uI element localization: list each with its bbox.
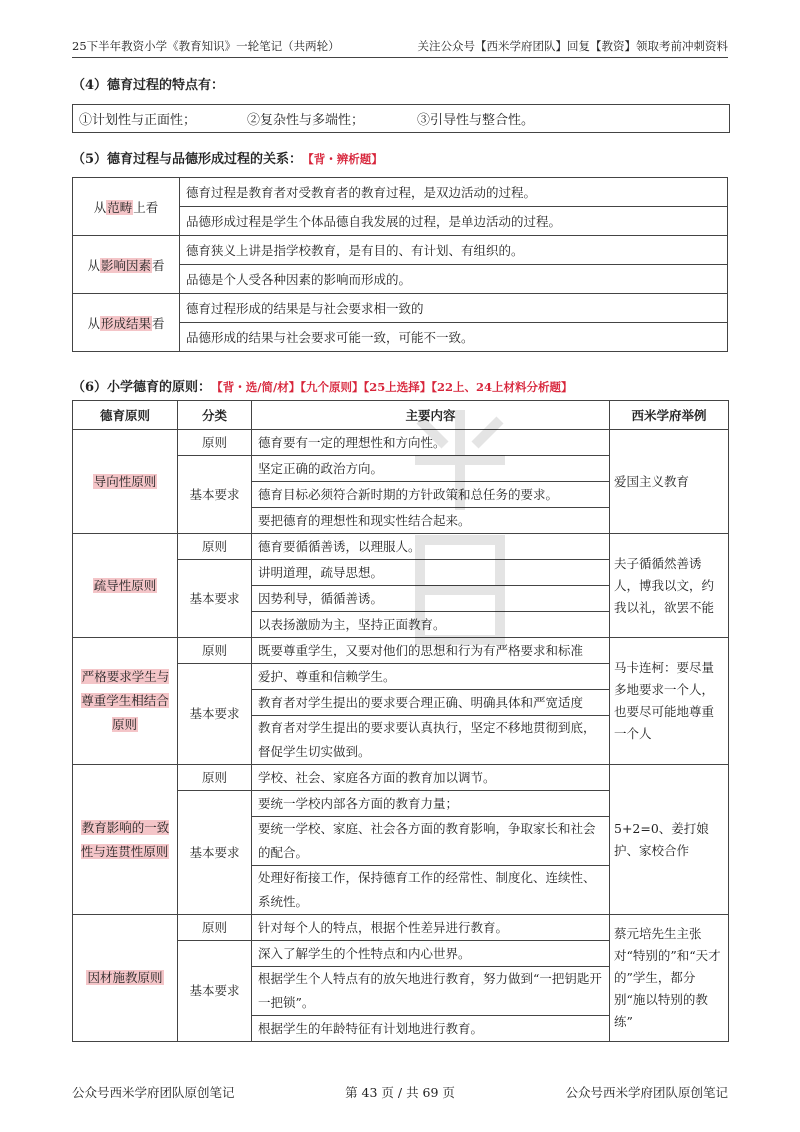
example-cell: 蔡元培先生主张对“特别的”和“天才的”学生，都分别“施以特别的教练” — [610, 915, 729, 1042]
section-5-title-text: （5）德育过程与品德形成过程的关系： — [72, 152, 303, 167]
table-row — [73, 178, 728, 207]
principle-name: 导向性原则 — [93, 473, 157, 489]
category-principle: 原则 — [178, 638, 252, 664]
label-text: 看 — [152, 257, 165, 273]
relation-label — [73, 178, 180, 236]
section-4-item: ①计划性与正面性； — [79, 113, 197, 128]
table-row — [73, 430, 729, 456]
requirement: 根据学生的年龄特征有计划地进行教育。 — [252, 1016, 610, 1042]
table-row — [73, 765, 729, 791]
header-left: 25下半年教资小学《教育知识》一轮笔记（共两轮） — [72, 39, 340, 53]
table-header-row — [73, 401, 729, 430]
relation-line: 德育过程是教育者对受教育者的教育过程，是双边活动的过程。 — [180, 178, 728, 207]
section-4-item: ③引导性与整合性。 — [417, 113, 535, 128]
category-basic: 基本要求 — [178, 456, 252, 534]
label-text: 上看 — [133, 199, 159, 215]
requirement: 因势利导，循循善诱。 — [252, 586, 610, 612]
table-row — [73, 915, 729, 941]
column-header: 德育原则 — [73, 401, 178, 430]
table-row — [73, 236, 728, 265]
label-highlight: 形成结果 — [100, 315, 151, 331]
principle-name-cell — [73, 430, 178, 534]
section-6-title — [72, 376, 572, 395]
label-text: 从 — [93, 199, 107, 215]
label-text: 从 — [87, 257, 100, 273]
table-row — [73, 638, 729, 664]
principle-name-cell — [73, 915, 178, 1042]
requirement: 德育目标必须符合新时期的方针政策和总任务的要求。 — [252, 482, 610, 508]
section-6-title-text: （6）小学德育的原则： — [72, 380, 212, 395]
principle-name-cell — [73, 534, 178, 638]
label-highlight: 影响因素 — [100, 257, 151, 273]
requirement: 以表扬激励为主，坚持正面教育。 — [252, 612, 610, 638]
section-4-title: （4）德育过程的特点有： — [72, 78, 225, 93]
page-footer — [72, 1083, 728, 1101]
relation-line: 德育过程形成的结果是与社会要求相一致的 — [180, 294, 728, 323]
section-6-tag: 【背・选/简/材】【九个原则】【25上选择】【22上、24上材料分析题】 — [217, 380, 573, 394]
section-5-tag: 【背・辨析题】 — [308, 152, 383, 166]
category-principle: 原则 — [178, 915, 252, 941]
requirement: 教育者对学生提出的要求要合理正确、明确具体和严宽适度 — [252, 690, 610, 716]
principle-content: 德育要有一定的理想性和方向性。 — [252, 430, 610, 456]
example-cell: 马卡连柯：要尽量多地要求一个人，也要尽可能地尊重一个人 — [610, 638, 729, 765]
category-basic: 基本要求 — [178, 941, 252, 1042]
table-row — [73, 534, 729, 560]
category-basic: 基本要求 — [178, 791, 252, 915]
principle-name: 严格要求学生与尊重学生相结合原则 — [81, 669, 170, 732]
relation-label — [73, 236, 180, 294]
requirement: 要统一学校、家庭、社会各方面的教育影响，争取家长和社会的配合。 — [252, 817, 610, 866]
section-5-title — [72, 148, 383, 167]
example-cell: 5+2=0、姜打娘护、家校合作 — [610, 765, 729, 915]
principle-content: 既要尊重学生，又要对他们的思想和行为有严格要求和标准 — [252, 638, 610, 664]
relation-line: 品德形成的结果与社会要求可能一致，可能不一致。 — [180, 323, 728, 352]
category-principle: 原则 — [178, 534, 252, 560]
principle-content: 学校、社会、家庭各方面的教育加以调节。 — [252, 765, 610, 791]
principle-content: 针对每个人的特点，根据个性差异进行教育。 — [252, 915, 610, 941]
requirement: 根据学生个人特点有的放矢地进行教育，努力做到“一把钥匙开一把锁”。 — [252, 967, 610, 1016]
principle-name-cell — [73, 765, 178, 915]
label-highlight: 范畴 — [107, 199, 133, 215]
relation-line: 品德是个人受各种因素的影响而形成的。 — [180, 265, 728, 294]
section-4-box — [72, 104, 730, 133]
requirement: 爱护、尊重和信赖学生。 — [252, 664, 610, 690]
section-4-item: ②复杂性与多端性； — [247, 113, 365, 128]
label-text: 看 — [152, 315, 165, 331]
column-header: 主要内容 — [252, 401, 610, 430]
requirement: 处理好衔接工作，保持德育工作的经常性、制度化、连续性、系统性。 — [252, 866, 610, 915]
category-principle: 原则 — [178, 765, 252, 791]
page-number: 第 43 页 / 共 69 页 — [345, 1085, 455, 1100]
example-cell: 夫子循循然善诱人，博我以文，约我以礼，欲罢不能 — [610, 534, 729, 638]
requirement: 讲明道理，疏导思想。 — [252, 560, 610, 586]
requirement: 深入了解学生的个性特点和内心世界。 — [252, 941, 610, 967]
requirement: 教育者对学生提出的要求要认真执行，坚定不移地贯彻到底，督促学生切实做到。 — [252, 716, 610, 765]
category-basic: 基本要求 — [178, 664, 252, 765]
relation-label — [73, 294, 180, 352]
example-cell: 爱国主义教育 — [610, 430, 729, 534]
principle-content: 德育要循循善诱，以理服人。 — [252, 534, 610, 560]
column-header: 西米学府举例 — [610, 401, 729, 430]
principle-name: 因材施教原则 — [87, 970, 163, 985]
footer-right: 公众号西米学府团队原创笔记 — [565, 1085, 728, 1100]
page-header — [72, 30, 728, 58]
column-header: 分类 — [178, 401, 252, 430]
category-principle: 原则 — [178, 430, 252, 456]
principle-name-cell — [73, 638, 178, 765]
requirement: 要把德育的理想性和现实性结合起来。 — [252, 508, 610, 534]
principle-name: 教育影响的一致性与连贯性原则 — [80, 819, 170, 859]
relation-line: 德育狭义上讲是指学校教育，是有目的、有计划、有组织的。 — [180, 236, 728, 265]
relation-table — [72, 177, 728, 352]
label-text: 从 — [87, 315, 100, 331]
category-basic: 基本要求 — [178, 560, 252, 638]
requirement: 坚定正确的政治方向。 — [252, 456, 610, 482]
principles-table — [72, 400, 729, 1042]
principle-name: 疏导性原则 — [93, 577, 157, 593]
requirement: 要统一学校内部各方面的教育力量； — [252, 791, 610, 817]
table-row — [73, 294, 728, 323]
footer-left: 公众号西米学府团队原创笔记 — [72, 1085, 235, 1100]
header-right: 关注公众号【西米学府团队】回复【教资】领取考前冲刺资料 — [417, 39, 728, 53]
relation-line: 品德形成过程是学生个体品德自我发展的过程，是单边活动的过程。 — [180, 207, 728, 236]
